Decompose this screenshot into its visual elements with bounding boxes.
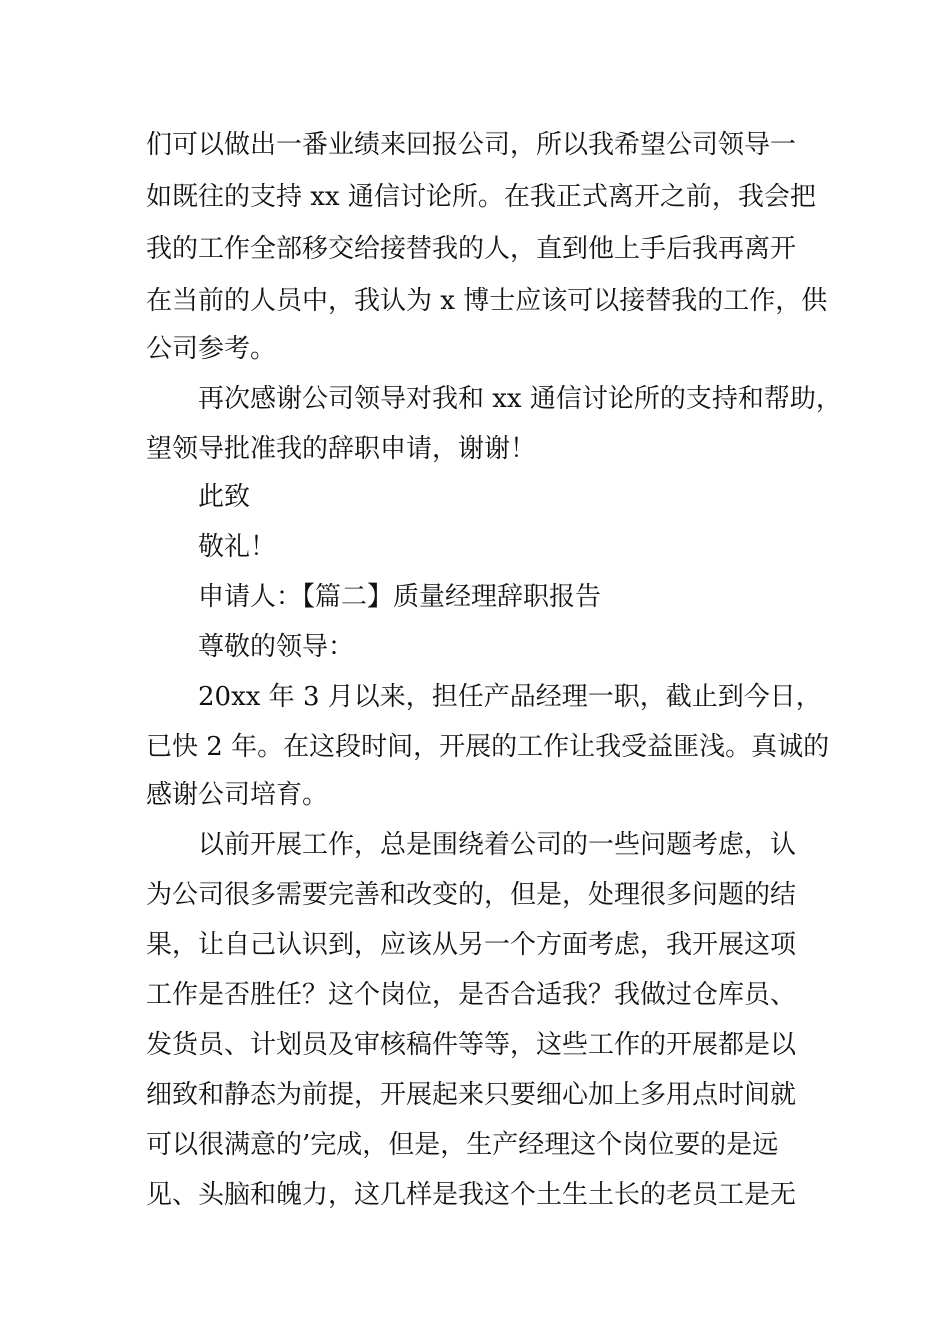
text-line: 发货员、计划员及审核稿件等等，这些工作的开展都是以 (146, 1030, 797, 1060)
text-line: 已快 2 年。在这段时间，开展的工作让我受益匪浅。真诚的 (146, 732, 830, 762)
text-line: 果，让自己认识到，应该从另一个方面考虑，我开展这项 (146, 930, 797, 960)
text-line: 可以很满意的’完成，但是，生产经理这个岗位要的是远 (146, 1130, 779, 1160)
text-line: 们可以做出一番业绩来回报公司，所以我希望公司领导一 (146, 130, 797, 160)
text-line: 在当前的人员中，我认为 x 博士应该可以接替我的工作，供 (146, 286, 828, 316)
section-heading: 申请人：【篇二】质量经理辞职报告 (198, 582, 602, 612)
text-line: 感谢公司培育。 (146, 780, 329, 810)
text-line: 如既往的支持 xx 通信讨论所。在我正式离开之前，我会把 (146, 182, 816, 212)
closing-salutation: 敬礼！ (198, 532, 277, 562)
text-line: 工作是否胜任？这个岗位，是否合适我？我做过仓库员、 (146, 980, 797, 1010)
text-line: 细致和静态为前提，开展起来只要细心加上多用点时间就 (146, 1080, 797, 1110)
text-line: 见、头脑和魄力，这几样是我这个土生土长的老员工是无 (146, 1180, 797, 1210)
text-line: 我的工作全部移交给接替我的人，直到他上手后我再离开 (146, 234, 797, 264)
text-line: 以前开展工作，总是围绕着公司的一些问题考虑，认 (198, 830, 797, 860)
text-line: 再次感谢公司领导对我和 xx 通信讨论所的支持和帮助， (198, 384, 842, 414)
text-line: 公司参考。 (146, 334, 277, 364)
greeting: 尊敬的领导： (198, 632, 355, 662)
text-line: 为公司很多需要完善和改变的，但是，处理很多问题的结 (146, 880, 797, 910)
text-line: 望领导批准我的辞职申请，谢谢！ (146, 434, 537, 464)
closing-salutation: 此致 (198, 482, 251, 512)
text-line: 20xx 年 3 月以来，担任产品经理一职，截止到今日， (198, 682, 822, 712)
